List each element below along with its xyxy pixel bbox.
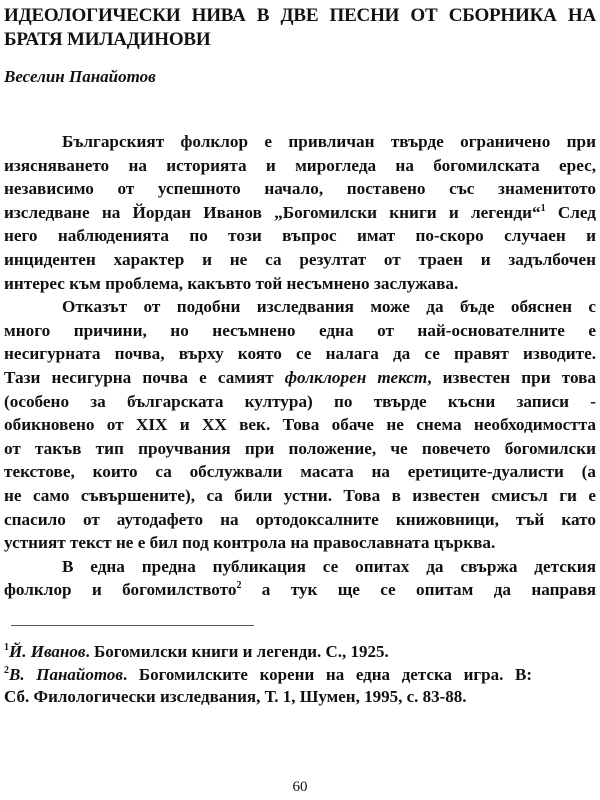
author-name: Веселин Панайотов — [4, 67, 156, 86]
article-title — [4, 4, 596, 52]
body-text-line: от такъв тип проучвания при положение, че повечето богомилски — [4, 438, 596, 458]
body-text-line: не само съвършените), са били устни. Това в известен смисъл ги е — [4, 485, 596, 505]
footnote-number: 2 — [4, 664, 9, 676]
title-line: БРАТЯ МИЛАДИНОВИ — [4, 29, 211, 50]
body-text-line: В една предна публикация се опитах да свържа детския — [62, 556, 596, 576]
body-text-line: несигурната почва, върху която се налага да се правят изводите. — [4, 344, 596, 364]
title-line: ИДЕОЛОГИЧЕСКИ НИВА В ДВЕ ПЕСНИ ОТ СБОРНИКА НА — [4, 5, 596, 26]
body-text-line: текстове, които са обслужвали масата на еретиците-дуалисти (а — [4, 462, 596, 482]
body-text-line: (особено за българската култура) по твърде късни записи - — [4, 391, 596, 411]
body-text-line: Тази несигурна почва е самият фолклорен текст, известен при това — [4, 367, 596, 387]
body-text-line: изследване на Йордан Иванов „Богомилски книги и легенди“$^1$ След — [4, 202, 596, 222]
article-body — [4, 130, 596, 602]
footnote-reference[interactable]: 2 — [236, 580, 242, 592]
body-text-line: устният текст не е бил под контрола на православната църква. — [4, 533, 496, 553]
body-text-line: инцидентен характер и не са резултат от траен и задълбочен — [4, 249, 596, 269]
footnote-author: В. Панайотов — [9, 664, 123, 684]
body-text-line: него наблюденията по този въпрос имат по-скоро случаен и — [4, 226, 596, 246]
emphasized-term: фолклорен текст — [284, 367, 428, 387]
body-text-line: много причини, но несъмнено една от най-основателните е — [4, 320, 596, 340]
body-text-line: Отказът от подобни изследвания може да бъде обяснен с — [62, 297, 596, 317]
body-text-line: интерес към проблема, какъвто той несъмнено заслужава. — [4, 273, 459, 293]
footnotes — [4, 641, 596, 709]
footnote-author: Й. Иванов — [9, 642, 86, 661]
body-text-line: независимо от успешното начало, поставено със знаменитото — [4, 179, 596, 199]
footnote-line: Сб. Филологически изследвания, Т. 1, Шумен, 1995, с. 83-88. — [4, 687, 467, 706]
footnote-reference[interactable]: 1 — [540, 202, 546, 214]
body-text-line: изясняването на историята и мирогледа на богомилската ерес, — [4, 155, 596, 175]
footnote-line: $^2$В. Панайотов. Богомилските корени на една детска игра. В: — [4, 664, 532, 684]
body-text-line: фолклор и богомилството$^2$ а тук ще се опитам да направя — [4, 580, 596, 600]
footnote-divider — [11, 625, 254, 626]
footnote-line: $^1$Й. Иванов. Богомилски книги и легенди. С., 1925. — [4, 642, 389, 661]
body-text-line: обикновено от XIX и XX век. Това обаче не снема необходимостта — [4, 415, 596, 435]
page-number: 60 — [292, 779, 308, 795]
body-text-line: спасило от аутодафето на ортодоксалните книжовници, тъй като — [4, 509, 596, 529]
body-text-line: Българският фолклор е привличан твърде ограничено при — [62, 132, 596, 151]
footnote-number: 1 — [4, 642, 9, 653]
